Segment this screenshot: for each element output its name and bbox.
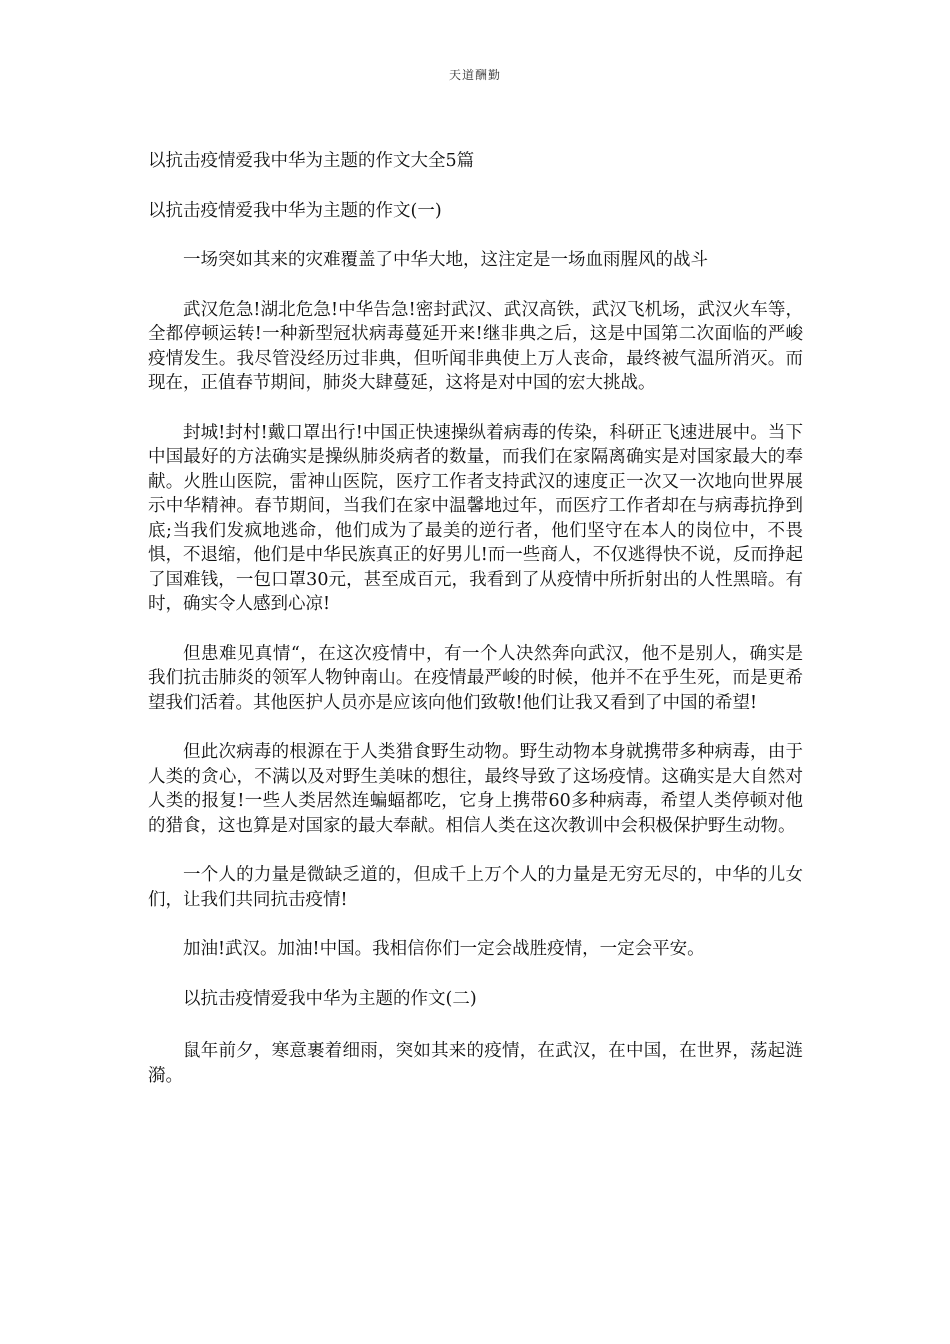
paragraph-7: 加油!武汉。加油!中国。我相信你们一定会战胜疫情，一定会平安。 — [183, 939, 705, 959]
paragraph-1: 一场突如其来的灾难覆盖了中华大地，这注定是一场血雨腥风的战斗 — [183, 250, 708, 270]
paragraph-8: 鼠年前夕，寒意裹着细雨，突如其来的疫情，在武汉，在中国，在世界，荡起涟漪。 — [148, 1041, 803, 1086]
paragraph-5: 但此次病毒的根源在于人类猎食野生动物。野生动物本身就携带多种病毒，由于人类的贪心，不满以及对野生美味的想往，最终导致了这场疫情。这确实是大自然对人类的报复!一些人类居然连蝙蝠都吃，它身上携带60多种病毒，希望人类停顿对他的猎食，这也算是对国家的最大奉献。相信人类在这次教训中会积极保护野生动物。 — [148, 742, 803, 836]
document-body — [148, 148, 803, 1113]
paragraph-3: 封城!封村!戴口罩出行!中国正快速操纵着病毒的传染，科研正飞速进展中。当下中国最好的方法确实是操纵肺炎病者的数量，而我们在家隔离确实是对国家最大的奉献。火胜山医院，雷神山医院，医疗工作者支持武汉的速度正一次又一次地向世界展示中华精神。春节期间，当我们在家中温馨地过年，而医疗工作者却在与病毒抗挣到底;当我们发疯地逃命，他们成为了最美的逆行者，他们坚守在本人的岗位中，不畏惧，不退缩，他们是中华民族真正的好男儿!而一些商人，不仅逃得快不说，反而挣起了国难钱，一包口罩30元，甚至成百元，我看到了从疫情中所折射出的人性黑暗。有时，确实令人感到心凉! — [148, 422, 803, 614]
essay-2-title: 以抗击疫情爱我中华为主题的作文(二) — [183, 988, 477, 1009]
page-header: 天道酬勤 — [448, 68, 501, 82]
document-title: 以抗击疫情爱我中华为主题的作文大全5篇 — [148, 151, 475, 171]
paragraph-6: 一个人的力量是微缺乏道的，但成千上万个人的力量是无穷无尽的，中华的儿女们，让我们共同抗击疫情! — [148, 865, 803, 910]
paragraph-2: 武汉危急!湖北危急!中华告急!密封武汉、武汉高铁，武汉飞机场，武汉火车等，全都停顿运转!一种新型冠状病毒蔓延开来!继非典之后，这是中国第二次面临的严峻疫情发生。我尽管没经历过非典，但听闻非典使上万人丧命，最终被气温所消灭。而现在，正值春节期间，肺炎大肆蔓延，这将是对中国的宏大挑战。 — [148, 299, 803, 393]
essay-1-title: 以抗击疫情爱我中华为主题的作文(一) — [148, 201, 442, 221]
paragraph-4: 但患难见真情“，在这次疫情中，有一个人决然奔向武汉，他不是别人，确实是我们抗击肺炎的领军人物钟南山。在疫情最严峻的时候，他并不在乎生死，而是更希望我们活着。其他医护人员亦是应该向他们致敬!他们让我又看到了中国的希望! — [148, 643, 803, 713]
